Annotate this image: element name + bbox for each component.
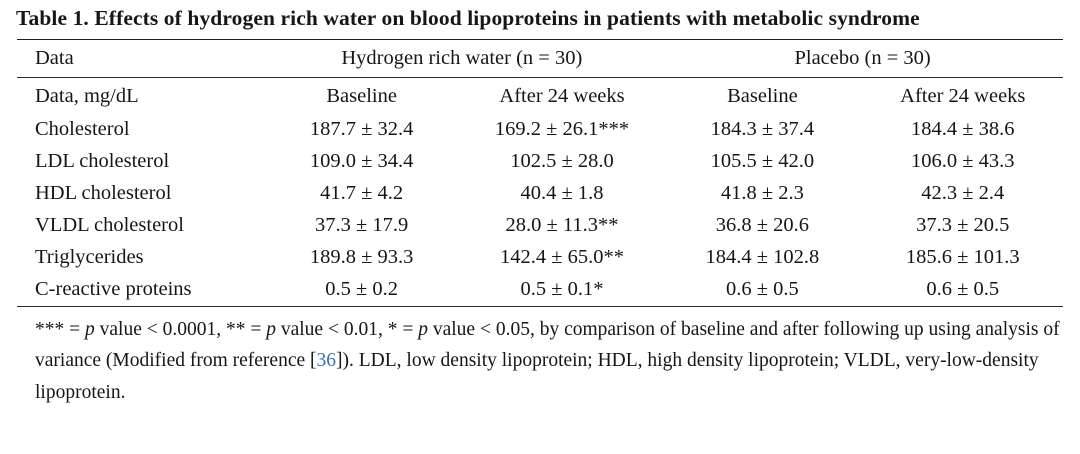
- cell-value: 184.3 ± 37.4: [710, 118, 815, 141]
- data-table: [17, 40, 1063, 77]
- cell-value: 41.8 ± 2.3: [720, 182, 804, 205]
- footnote-part-3: value < 0.01, * =: [275, 318, 419, 340]
- footnote-p-italic-2: p: [266, 318, 276, 340]
- cell-value: 142.4 ± 65.0**: [500, 246, 625, 269]
- subheader-placebo-after24: After 24 weeks: [900, 84, 1026, 107]
- table-row: [17, 178, 1063, 210]
- header-data-label: Data: [35, 46, 74, 69]
- footnote-part-2: value < 0.0001, ** =: [94, 318, 267, 340]
- cell-value: 40.4 ± 1.8: [520, 182, 604, 205]
- cell-value: 106.0 ± 43.3: [911, 150, 1015, 173]
- row-label: C-reactive proteins: [35, 278, 192, 301]
- cell-value: 42.3 ± 2.4: [921, 182, 1005, 205]
- table-row: [17, 210, 1063, 242]
- reference-link[interactable]: 36: [316, 350, 337, 372]
- footnote-part-5: ]). LDL, low density lipoprotein; HDL, high density lipoprotein; VLDL, very-low-density lipoprotein.: [35, 350, 1039, 403]
- cell-value: 102.5 ± 28.0: [510, 150, 614, 173]
- row-label: VLDL cholesterol: [35, 214, 184, 237]
- row-label: Cholesterol: [35, 118, 130, 141]
- table-row: [17, 242, 1063, 274]
- table-row: [17, 114, 1063, 146]
- footnote-text: [35, 314, 1063, 409]
- cell-value: 0.6 ± 0.5: [726, 278, 799, 301]
- subheader-placebo-baseline: Baseline: [727, 84, 798, 107]
- row-label: HDL cholesterol: [35, 182, 172, 205]
- footnote-part-1: *** =: [35, 318, 85, 340]
- group-header-hydrogen: Hydrogen rich water (n = 30): [341, 46, 583, 69]
- cell-value: 184.4 ± 102.8: [705, 246, 820, 269]
- cell-value: 0.5 ± 0.2: [325, 278, 399, 301]
- bottom-rule: [17, 306, 1063, 307]
- row-label: LDL cholesterol: [35, 150, 170, 173]
- group-header-placebo: Placebo (n = 30): [794, 46, 931, 69]
- footnote-p-italic-1: p: [85, 318, 95, 340]
- table-caption: Table 1. Effects of hydrogen rich water on blood lipoproteins in patients with metabolic syndrome: [16, 6, 920, 30]
- subheader-units: Data, mg/dL: [35, 84, 139, 107]
- table-row: [17, 274, 1063, 306]
- bottom-rule-wrap: [17, 306, 1063, 307]
- cell-value: 105.5 ± 42.0: [710, 150, 815, 173]
- cell-value: 109.0 ± 34.4: [309, 150, 414, 173]
- data-table-body: [17, 78, 1063, 306]
- footnote-p-italic-3: p: [418, 318, 428, 340]
- cell-value: 37.3 ± 17.9: [315, 214, 409, 237]
- cell-value: 28.0 ± 11.3**: [505, 214, 619, 237]
- cell-value: 0.5 ± 0.1*: [520, 278, 604, 301]
- table-subheader-row: [17, 78, 1063, 114]
- footnote-part-4: value < 0.05, by comparison of baseline and after following up using analysis of variance (Modified from reference [: [35, 318, 1060, 372]
- row-label: Triglycerides: [35, 246, 144, 269]
- cell-value: 185.6 ± 101.3: [905, 246, 1020, 269]
- subheader-hrw-after24: After 24 weeks: [499, 84, 625, 107]
- cell-value: 169.2 ± 26.1***: [494, 118, 630, 141]
- cell-value: 187.7 ± 32.4: [309, 118, 414, 141]
- cell-value: 36.8 ± 20.6: [715, 214, 810, 237]
- cell-value: 0.6 ± 0.5: [926, 278, 1000, 301]
- table-footnote: [17, 314, 1063, 409]
- cell-value: 189.8 ± 93.3: [309, 246, 414, 269]
- subheader-hrw-baseline: Baseline: [326, 84, 397, 107]
- cell-value: 37.3 ± 20.5: [916, 214, 1010, 237]
- table-group-header-row: [17, 40, 1063, 77]
- table-row: [17, 146, 1063, 178]
- cell-value: 184.4 ± 38.6: [911, 118, 1015, 141]
- cell-value: 41.7 ± 4.2: [320, 182, 404, 205]
